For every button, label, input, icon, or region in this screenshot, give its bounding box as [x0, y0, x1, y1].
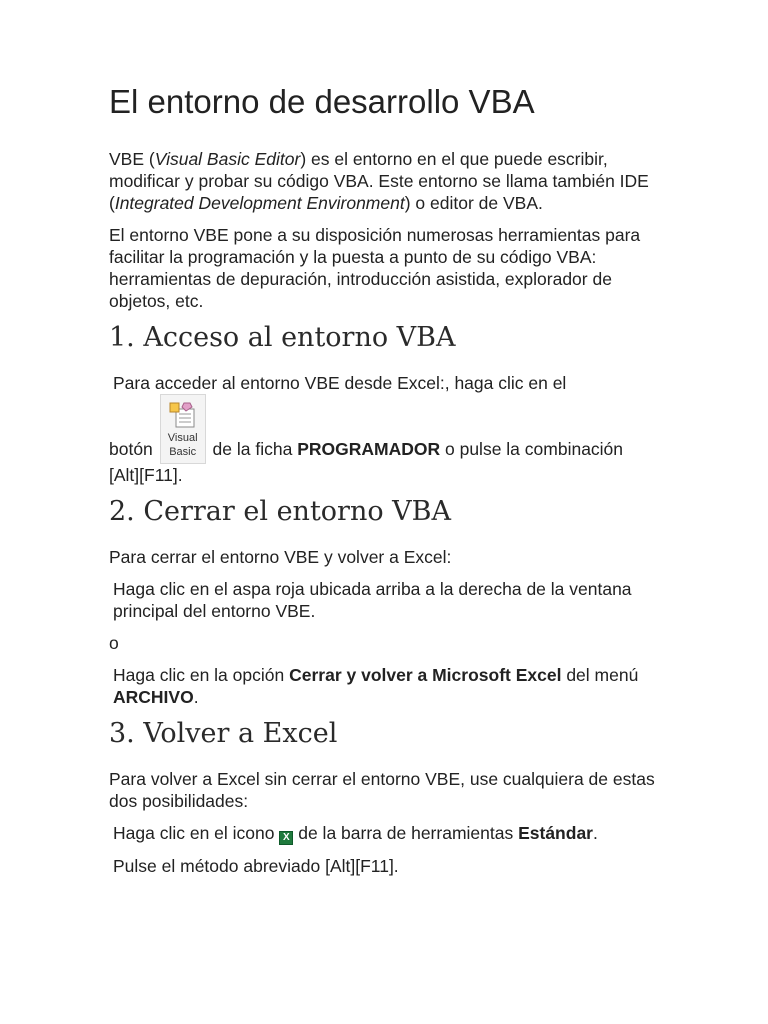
italic-run: Integrated Development Environment: [114, 192, 405, 213]
excel-icon: X: [279, 831, 293, 845]
section-3-paragraph-2: [109, 822, 657, 845]
visual-basic-icon: [168, 401, 198, 429]
text-run: ) es el entorno en el que puede escribir, modificar y probar su código VBA. Este entorno se llama también IDE (: [109, 148, 649, 213]
text-run: de la ficha: [212, 438, 293, 459]
text-run: o pulse la combinación [Alt][F11].: [109, 438, 624, 485]
section-1-heading: 1. Acceso al entorno VBA: [109, 321, 456, 353]
section-2-paragraph-1: Para cerrar el entorno VBE y volver a Excel:: [109, 546, 452, 567]
text-run: Haga clic en el icono: [113, 822, 275, 843]
button-label: Visual: [167, 431, 198, 444]
bold-run: PROGRAMADOR: [297, 438, 441, 459]
intro-paragraph-1: [109, 148, 657, 214]
page-title: El entorno de desarrollo VBA: [109, 83, 535, 120]
section-3-paragraph-1: Para volver a Excel sin cerrar el entorno VBE, use cualquiera de estas dos posibilidades:: [109, 768, 655, 811]
section-2-heading: 2. Cerrar el entorno VBA: [109, 495, 452, 527]
text-run: VBE (: [109, 148, 155, 169]
text-run: .: [193, 686, 199, 707]
section-2-paragraph-3: o: [109, 632, 119, 653]
text-run: del menú: [566, 664, 639, 685]
visual-basic-button-image: [160, 394, 206, 464]
text-run: ) o editor de VBA.: [404, 192, 543, 213]
section-2-paragraph-2: Haga clic en el aspa roja ubicada arriba a la derecha de la ventana principal del entorno VBE.: [113, 578, 632, 621]
bold-run: Cerrar y volver a Microsoft Excel: [289, 664, 562, 685]
text-run: Haga clic en la opción: [113, 664, 285, 685]
section-2-paragraph-4: [109, 664, 657, 708]
bold-run: ARCHIVO: [113, 686, 194, 707]
italic-run: Visual Basic Editor: [154, 148, 301, 169]
document-page: [109, 82, 657, 887]
section-1-line-1: Para acceder al entorno VBE desde Excel:, haga clic en el: [113, 372, 567, 393]
button-label: Basic: [169, 445, 197, 458]
section-3-heading: 3. Volver a Excel: [109, 717, 338, 749]
text-run: de la barra de herramientas: [298, 822, 514, 843]
text-run: .: [592, 822, 598, 843]
section-3-paragraph-3: Pulse el método abreviado [Alt][F11].: [113, 855, 399, 876]
bold-run: Estándar: [518, 822, 593, 843]
text-run: botón: [109, 438, 153, 459]
section-1-line-2: [109, 394, 657, 486]
intro-paragraph-2: El entorno VBE pone a su disposición numerosas herramientas para facilitar la programación y la puesta a punto de su código VBA: herramientas de depuración, introducción asistida, explorador de objetos, etc.: [109, 224, 641, 311]
